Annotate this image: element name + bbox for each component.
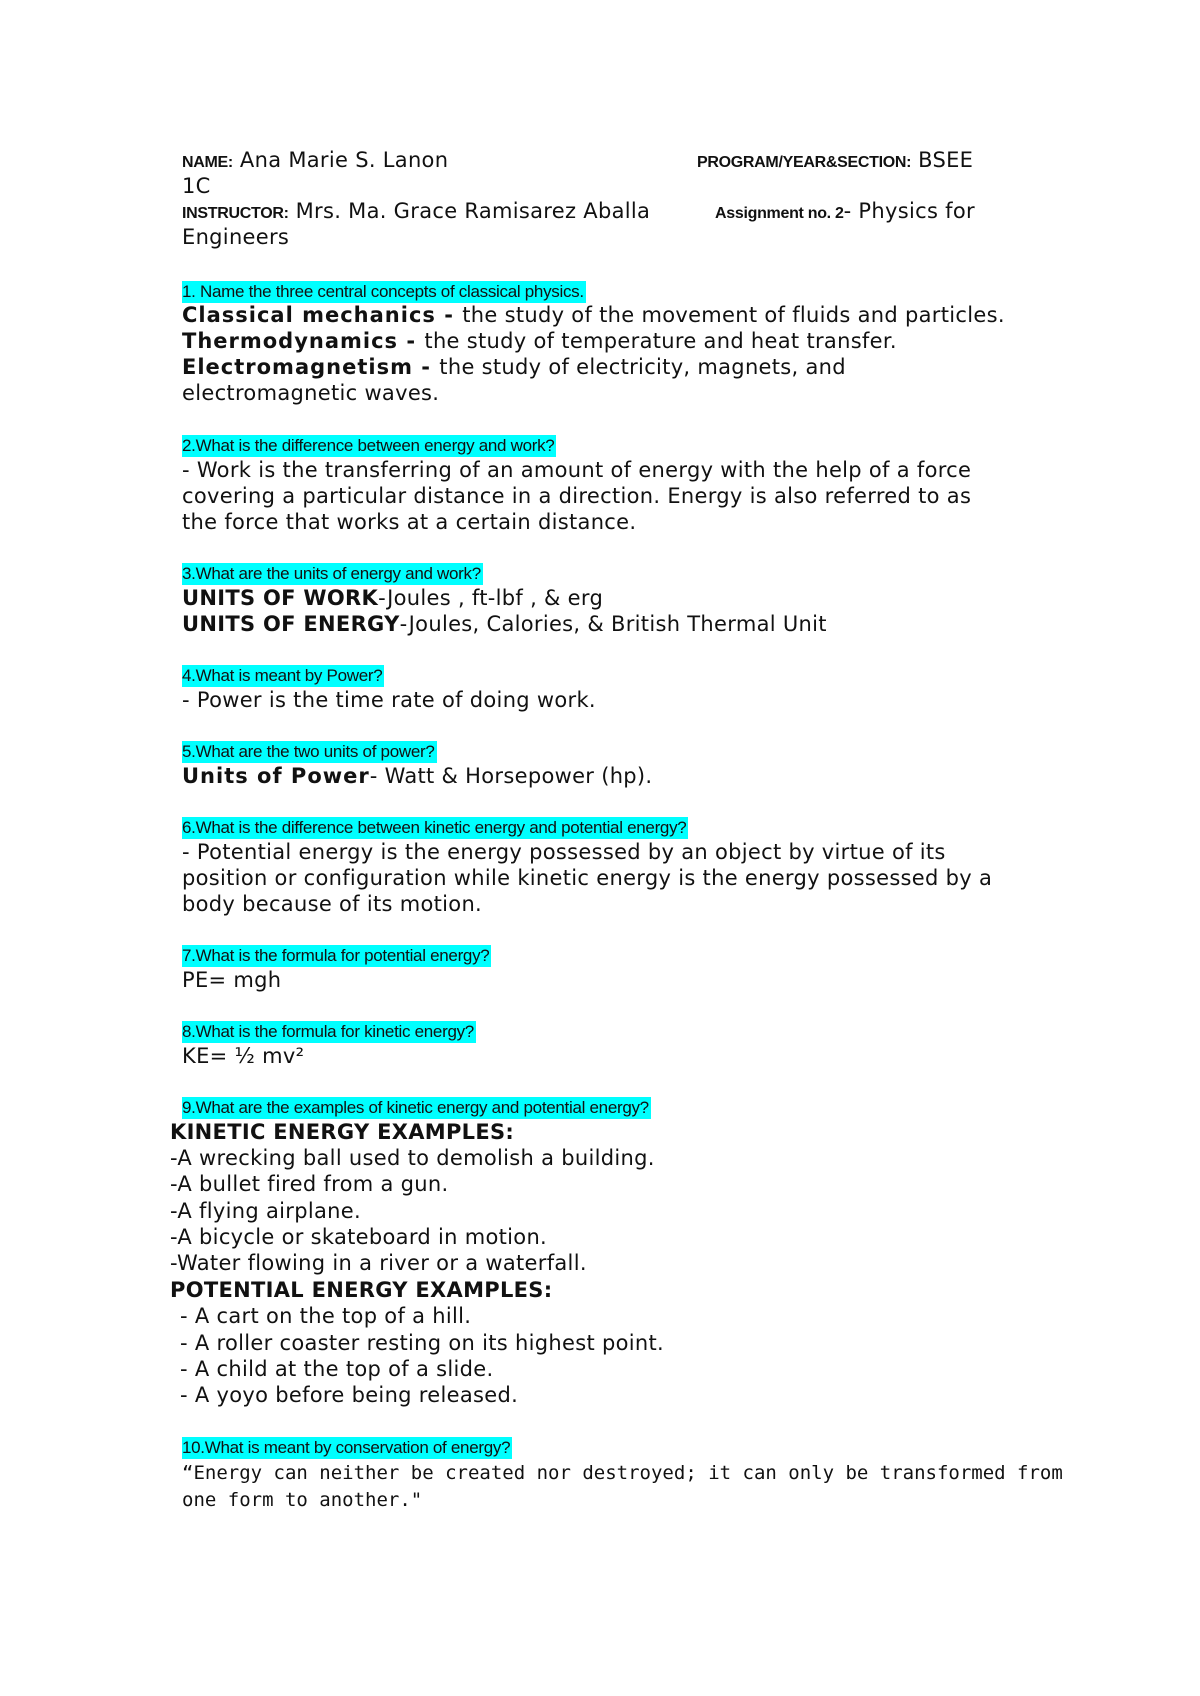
kinetic-example: -A wrecking ball used to demolish a building. [170, 1146, 655, 1170]
answer-term: Thermodynamics - [182, 329, 425, 353]
answer-3-line [182, 611, 827, 637]
answer-desc: -Joules , ft-lbf , & erg [378, 586, 604, 610]
answer-1-line [182, 328, 897, 354]
answer-desc: the study of temperature and heat transfer. [424, 329, 897, 353]
assignment-label: Assignment no. 2 [715, 205, 844, 222]
question-5-text: 5.What are the two units of power? [182, 742, 435, 761]
question-7 [182, 941, 491, 969]
name-line [182, 147, 448, 176]
answer-10-line: “Energy can neither be created nor destroyed; it can only be transformed from [182, 1462, 1063, 1484]
name-value: Ana Marie S. Lanon [232, 148, 449, 172]
question-2 [182, 431, 556, 459]
answer-desc: electromagnetic waves. [182, 381, 440, 405]
answer-2-line: the force that works at a certain distance. [182, 510, 637, 534]
question-5 [182, 737, 437, 765]
answer-desc: - Watt & Horsepower (hp). [369, 764, 653, 788]
assignment-value: - Physics for [843, 199, 975, 223]
kinetic-example: -Water flowing in a river or a waterfall. [170, 1251, 587, 1275]
potential-example: - A cart on the top of a hill. [180, 1304, 472, 1328]
potential-example: - A roller coaster resting on its highest point. [180, 1331, 664, 1355]
question-10-text: 10.What is meant by conservation of energy? [182, 1438, 511, 1457]
answer-7-line: PE= mgh [182, 968, 282, 992]
answer-5-line [182, 763, 652, 789]
question-3 [182, 559, 483, 587]
question-4-text: 4.What is meant by Power? [182, 666, 383, 685]
answer-3-line [182, 585, 603, 611]
potential-examples-heading: POTENTIAL ENERGY EXAMPLES: [170, 1278, 553, 1302]
kinetic-example: -A bicycle or skateboard in motion. [170, 1225, 548, 1249]
answer-desc: -Joules, Calories, & British Thermal Unit [399, 612, 827, 636]
question-7-text: 7.What is the formula for potential energy? [182, 946, 490, 965]
question-6-text: 6.What is the difference between kinetic energy and potential energy? [182, 818, 687, 837]
answer-6-line: body because of its motion. [182, 892, 483, 916]
question-4 [182, 661, 384, 689]
instructor-value: Mrs. Ma. Grace Ramisarez Aballa [288, 199, 651, 223]
instructor-line [182, 198, 650, 227]
question-3-text: 3.What are the units of energy and work? [182, 564, 481, 583]
assignment-line [715, 198, 975, 227]
answer-4-line: - Power is the time rate of doing work. [182, 688, 596, 712]
program-label: PROGRAM/YEAR&SECTION: [697, 154, 912, 171]
answer-term: UNITS OF WORK [182, 586, 379, 610]
kinetic-example: -A bullet fired from a gun. [170, 1172, 449, 1196]
answer-6-line: - Potential energy is the energy possessed by an object by virtue of its [182, 840, 946, 864]
answer-10-line: one form to another." [182, 1489, 423, 1511]
answer-term: Electromagnetism - [182, 355, 440, 379]
answer-1-line [182, 354, 846, 380]
question-1 [182, 277, 586, 305]
program-line [697, 147, 973, 176]
program-value-cont: 1C [182, 174, 211, 198]
answer-8-line: KE= ½ mv² [182, 1044, 305, 1068]
program-value: BSEE [911, 148, 974, 172]
answer-2-line: - Work is the transferring of an amount of energy with the help of a force [182, 458, 972, 482]
question-10 [182, 1433, 512, 1461]
question-8 [182, 1017, 476, 1045]
name-label: NAME: [182, 154, 233, 171]
answer-2-line: covering a particular distance in a direction. Energy is also referred to as [182, 484, 972, 508]
potential-example: - A child at the top of a slide. [180, 1357, 494, 1381]
kinetic-example: -A flying airplane. [170, 1199, 361, 1223]
question-2-text: 2.What is the difference between energy and work? [182, 436, 555, 455]
potential-example: - A yoyo before being released. [180, 1383, 519, 1407]
kinetic-examples-heading: KINETIC ENERGY EXAMPLES: [170, 1120, 515, 1144]
instructor-label: INSTRUCTOR: [182, 205, 289, 222]
answer-desc: the study of electricity, magnets, and [439, 355, 846, 379]
answer-6-line: position or configuration while kinetic energy is the energy possessed by a [182, 866, 993, 890]
question-6 [182, 813, 688, 841]
assignment-value-cont: Engineers [182, 225, 290, 249]
answer-term: UNITS OF ENERGY [182, 612, 400, 636]
answer-1-line [182, 380, 439, 406]
answer-desc: the study of the movement of fluids and particles. [462, 303, 1005, 327]
question-9-text: 9.What are the examples of kinetic energy and potential energy? [182, 1098, 649, 1117]
answer-1-line [182, 302, 1005, 328]
question-1-text: 1. Name the three central concepts of classical physics. [182, 282, 584, 301]
question-9 [182, 1093, 651, 1121]
answer-term: Units of Power [182, 764, 370, 788]
answer-term: Classical mechanics - [182, 303, 463, 327]
question-8-text: 8.What is the formula for kinetic energy? [182, 1022, 474, 1041]
